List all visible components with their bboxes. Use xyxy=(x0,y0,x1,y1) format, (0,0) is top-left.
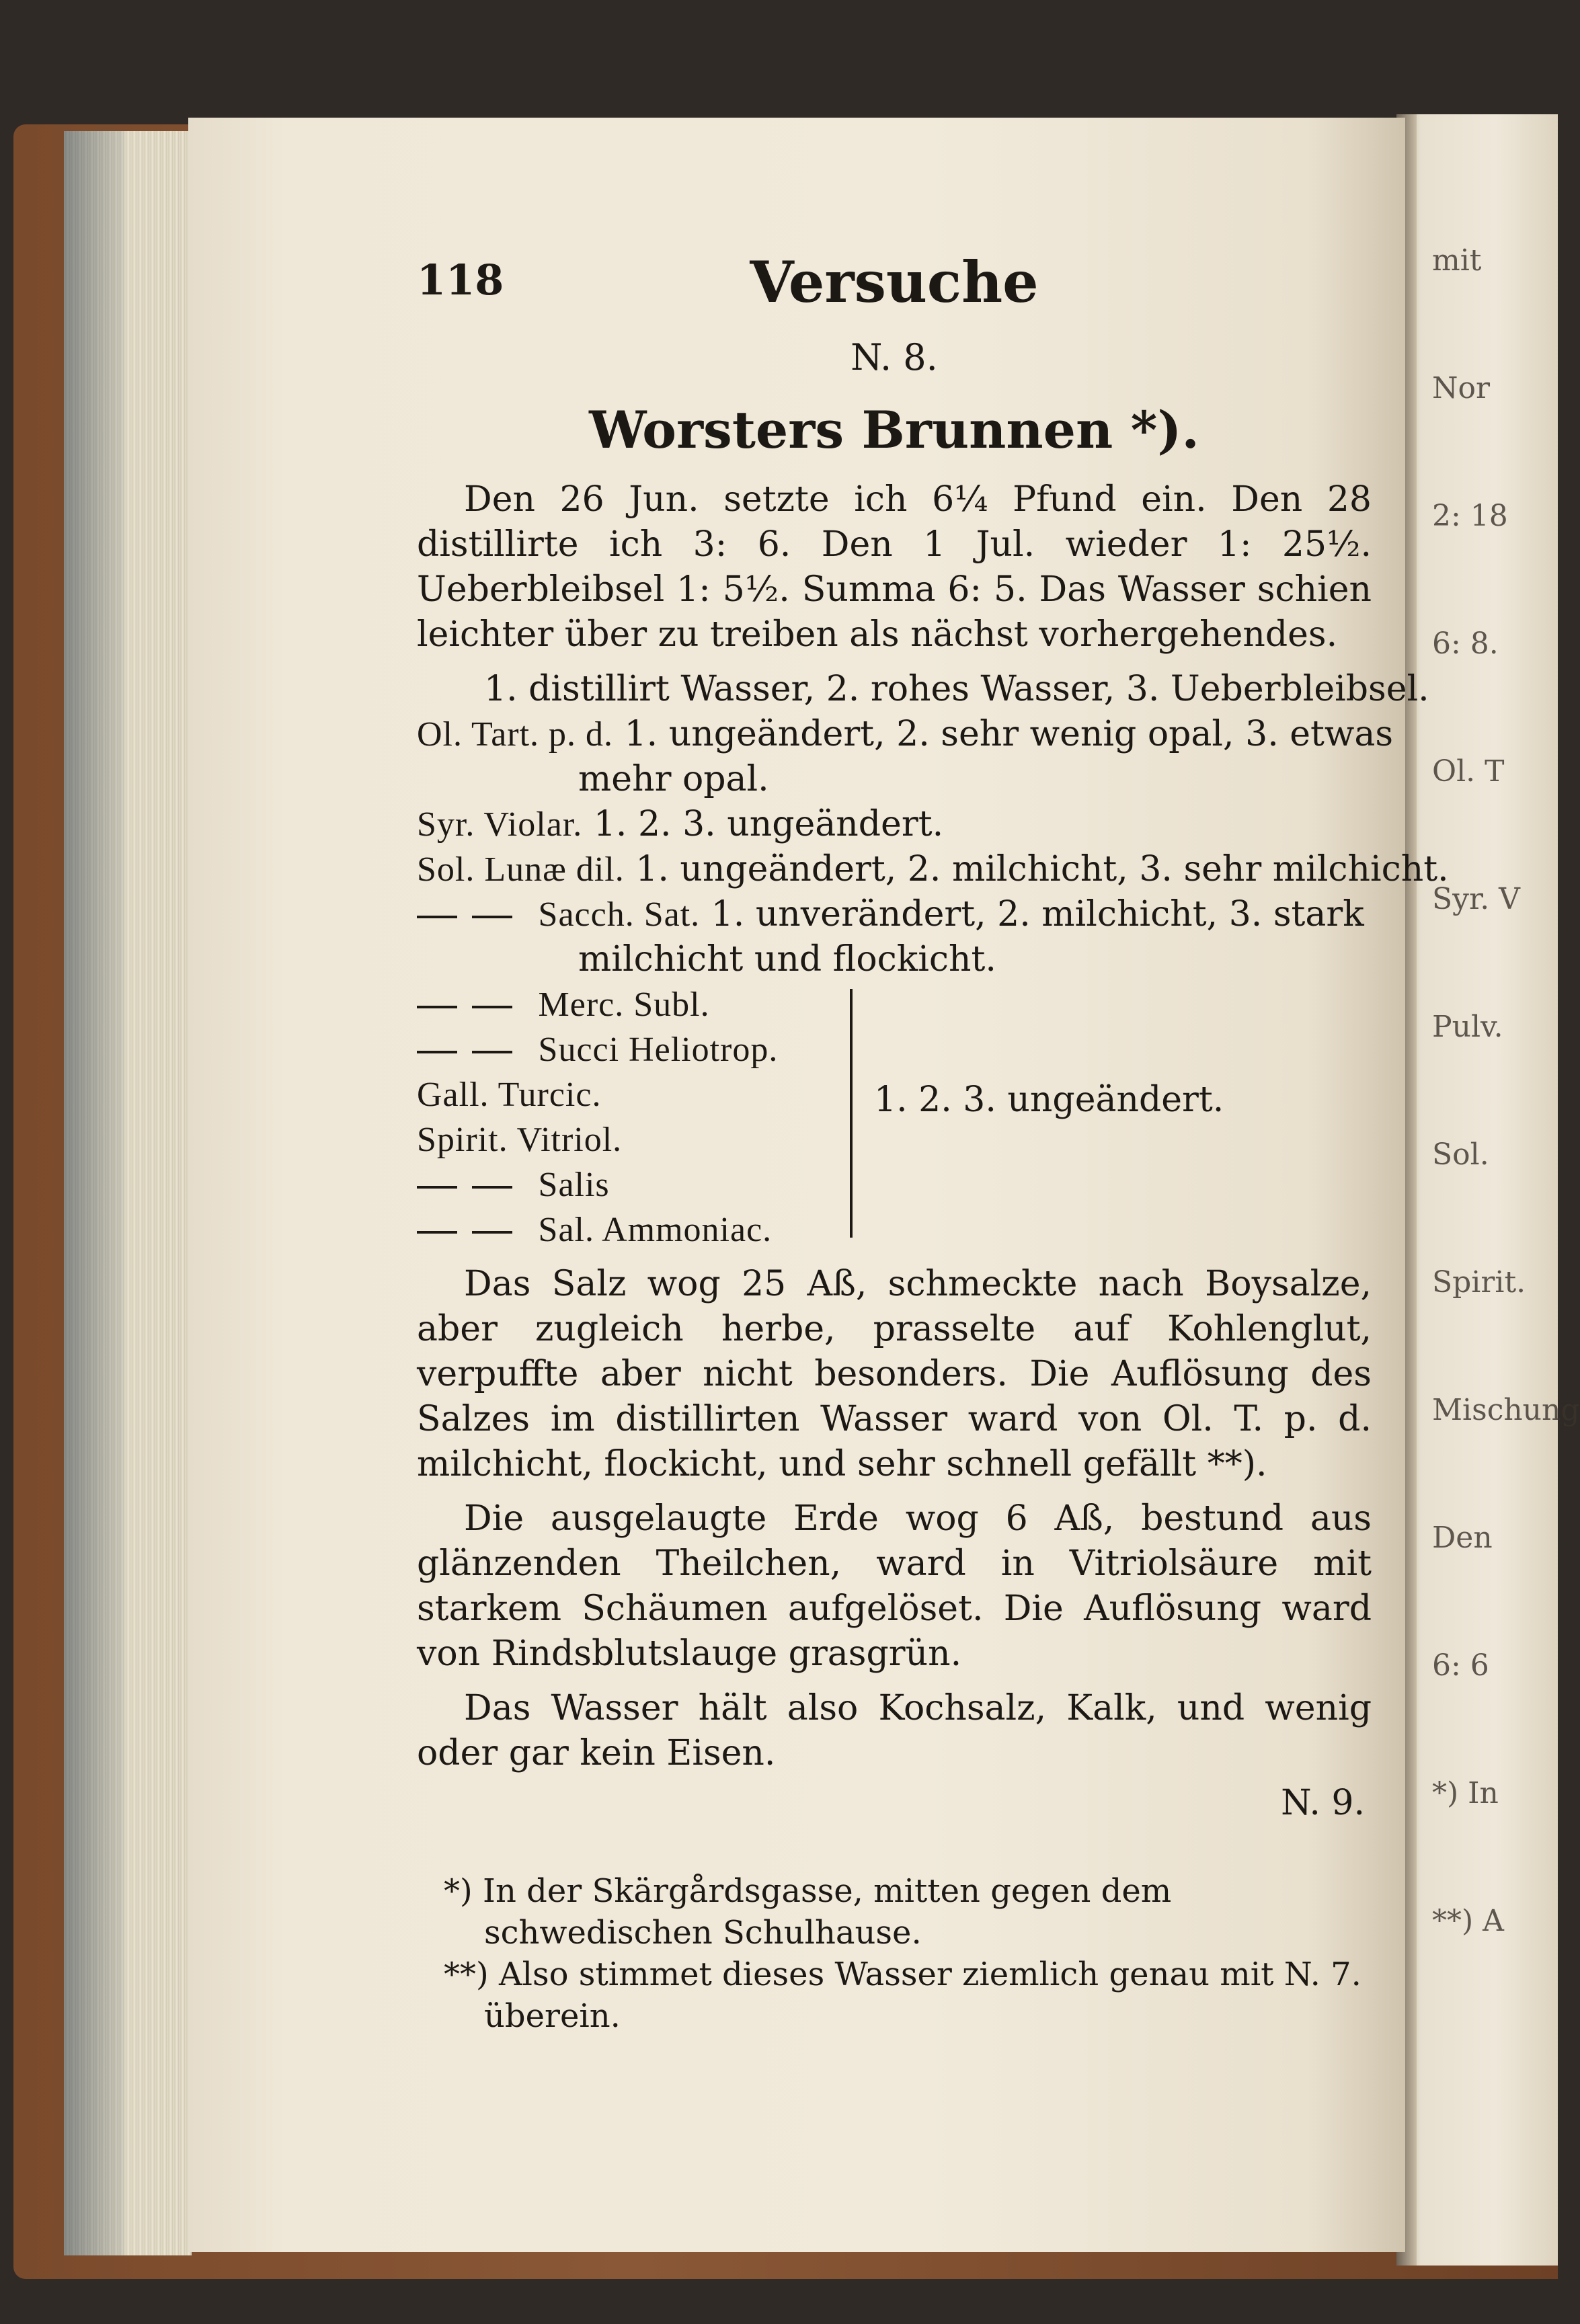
ditto-dash xyxy=(472,1051,512,1053)
ditto-dash xyxy=(472,1231,512,1234)
facing-fragment: Pulv. xyxy=(1432,1010,1503,1044)
test-row xyxy=(417,712,1394,757)
curly-brace xyxy=(834,989,853,1238)
legend-line: 1. distillirt Wasser, 2. rohes Wasser, 3. Ueberbleibsel. xyxy=(484,669,1429,709)
facing-fragment: 6: 6 xyxy=(1432,1648,1489,1683)
reagent: Syr. Violar. xyxy=(417,805,583,844)
reagent: Salis xyxy=(538,1166,610,1204)
earth-paragraph: Die ausgelaugte Erde wog 6 Aß, bestund aus glänzenden Theilchen, ward in Vitriolsäure mit starkem Schäumen aufgelöset. Die Auflösung ward von Rindsblutslauge grasgrün. xyxy=(417,1498,1372,1674)
facing-fragment: Mischung xyxy=(1432,1393,1580,1427)
page-header xyxy=(417,249,1372,336)
reagent: Gall. Turcic. xyxy=(417,1076,602,1114)
reagent: Ol. Tart. p. d. xyxy=(417,715,614,754)
facing-fragment: Syr. V xyxy=(1432,882,1520,916)
test-list xyxy=(417,667,1449,1252)
ditto-dash xyxy=(417,1186,457,1189)
reagent: Spirit. Vitriol. xyxy=(417,1121,623,1159)
group-result: 1. 2. 3. ungeändert. xyxy=(874,1080,1224,1120)
ditto-dash xyxy=(472,916,512,918)
facing-page-fragments xyxy=(1432,229,1580,2111)
facing-fragment: **) A xyxy=(1432,1904,1504,1938)
section-title: Worsters Brunnen *). xyxy=(589,400,1199,460)
reagent: Sal. Ammoniac. xyxy=(538,1211,773,1249)
page-edges-shadow xyxy=(64,131,124,2255)
reagent: Sol. Lunæ dil. xyxy=(417,850,625,889)
facing-fragment: Sol. xyxy=(1432,1137,1489,1172)
footnote: **) Also stimmet dieses Wasser ziemlich genau mit N. 7. überein. xyxy=(444,1956,1361,2035)
running-head: Versuche xyxy=(750,249,1039,315)
test-row xyxy=(417,802,1372,847)
section-number: N. 8. xyxy=(851,336,938,378)
ditto-dash xyxy=(417,916,457,918)
facing-fragment: *) In xyxy=(1432,1776,1499,1810)
facing-fragment: Den xyxy=(1432,1521,1493,1555)
facing-fragment: Ol. T xyxy=(1432,754,1505,789)
result: 1. unverändert, 2. milchicht, 3. stark xyxy=(711,894,1364,934)
result: 1. ungeändert, 2. milchicht, 3. sehr milchicht. xyxy=(635,849,1449,889)
result: 1. ungeändert, 2. sehr wenig opal, 3. etwas xyxy=(624,714,1394,754)
group-item xyxy=(417,1207,1372,1252)
facing-fragment: mit xyxy=(1432,243,1482,278)
reagent: Merc. Subl. xyxy=(538,986,710,1024)
catchword: N. 9. xyxy=(1281,1783,1365,1823)
intro-paragraph: Den 26 Jun. setzte ich 6¼ Pfund ein. Den 28 distillirte ich 3: 6. Den 1 Jul. wieder 1: 25½. Ueberbleibsel 1: 5½. Summa 6: 5. Das Wasser schien leichter über zu treiben als nächst vorhergehendes. xyxy=(417,479,1372,655)
test-row xyxy=(417,847,1449,892)
result-continuation: milchicht und flockicht. xyxy=(578,939,996,979)
test-row xyxy=(417,892,1372,937)
facing-fragment: Spirit. xyxy=(1432,1265,1526,1299)
page-text xyxy=(417,249,1449,2037)
ditto-dash xyxy=(417,1006,457,1008)
ditto-dash xyxy=(417,1231,457,1234)
facing-fragment: Nor xyxy=(1432,371,1491,405)
group-item xyxy=(417,1027,1372,1072)
salt-paragraph: Das Salz wog 25 Aß, schmeckte nach Boysalze, aber zugleich herbe, prasselte auf Kohlenglut, verpuffte aber nicht besonders. Die Auflösung des Salzes im distillirten Wasser ward von Ol. T. p. d. milchicht, flockicht, und sehr schnell gefällt **). xyxy=(417,1264,1372,1484)
ditto-dash xyxy=(472,1186,512,1189)
bracketed-group xyxy=(417,982,1372,1252)
ditto-dash xyxy=(472,1006,512,1008)
ditto-dash xyxy=(417,1051,457,1053)
reagent: Sacch. Sat. xyxy=(538,895,701,934)
group-item xyxy=(417,982,1372,1027)
footnote: *) In der Skärgårdsgasse, mitten gegen dem schwedischen Schulhause. xyxy=(444,1872,1172,1952)
group-item xyxy=(417,1117,1372,1162)
page-number: 118 xyxy=(417,255,504,305)
footnotes xyxy=(417,1870,1372,2037)
facing-fragment: 2: 18 xyxy=(1432,499,1508,533)
conclusion-paragraph: Das Wasser hält also Kochsalz, Kalk, und wenig oder gar kein Eisen. xyxy=(417,1688,1372,1773)
result: 1. 2. 3. ungeändert. xyxy=(593,804,944,844)
facing-fragment: 6: 8. xyxy=(1432,627,1499,661)
result-continuation: mehr opal. xyxy=(578,759,769,799)
group-item xyxy=(417,1162,1372,1207)
reagent: Succi Heliotrop. xyxy=(538,1031,779,1069)
